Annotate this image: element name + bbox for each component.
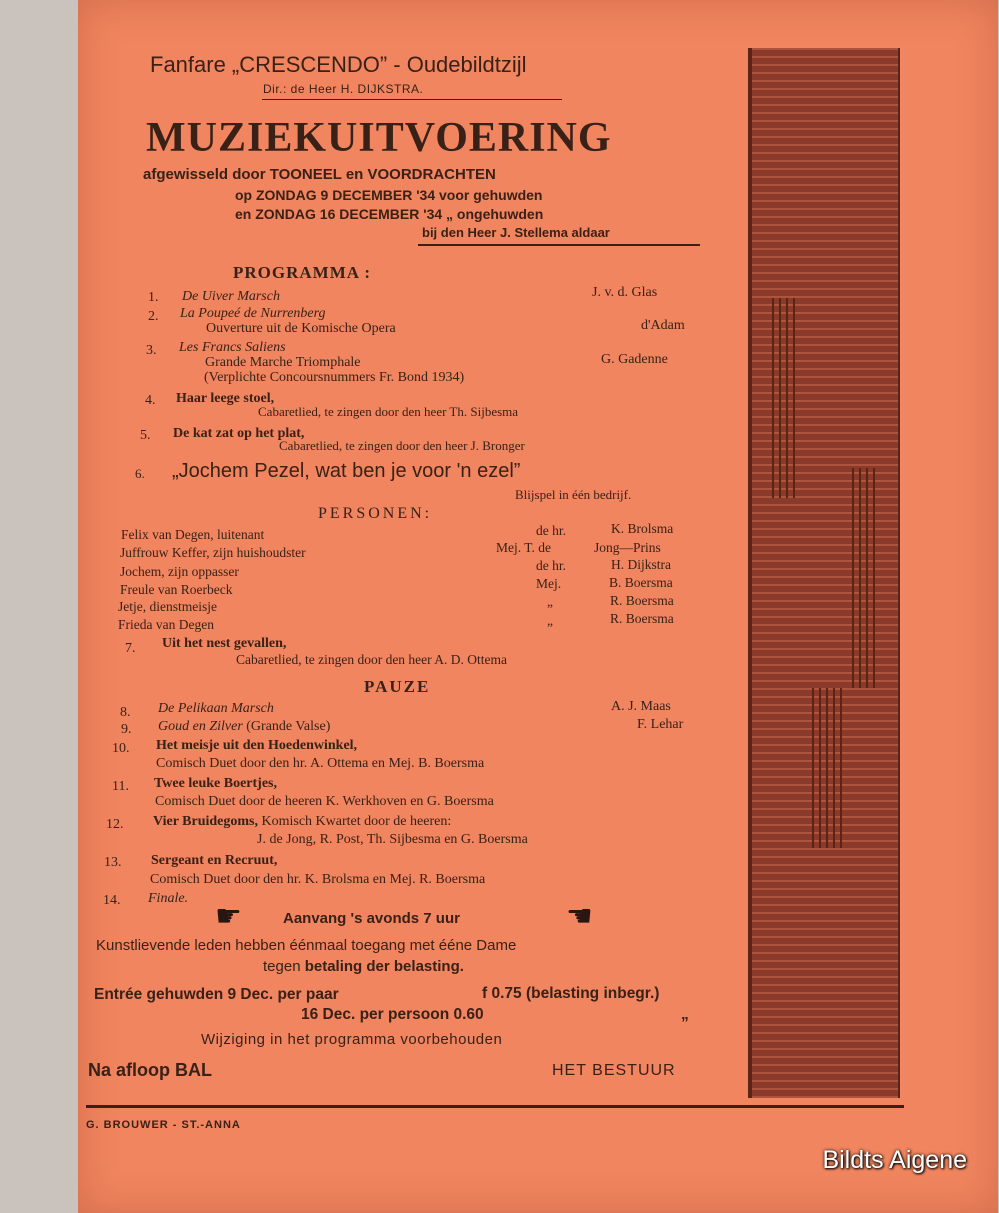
- member-notice-2: [263, 958, 464, 975]
- item-number: 10.: [112, 741, 130, 756]
- cast-role: Jetje, dienstmeisje: [118, 599, 217, 614]
- stripe-pattern: [852, 468, 878, 688]
- item-number: 12.: [106, 817, 124, 832]
- cast-prefix: Mej.: [536, 576, 562, 591]
- item-title: Twee leuke Boertjes,: [154, 776, 277, 791]
- item-credit: J. v. d. Glas: [592, 285, 658, 300]
- entree-line-2: 16 Dec. per persoon 0.60: [301, 1006, 484, 1023]
- item-title: Sergeant en Recruut,: [151, 853, 278, 868]
- item-number: 4.: [145, 393, 156, 408]
- item-title: La Poupeé de Nurrenberg: [180, 306, 326, 321]
- printer-credit: G. BROUWER - ST.-ANNA: [86, 1119, 241, 1131]
- date-line-2: en ZONDAG 16 DECEMBER '34 „ ongehuwden: [235, 206, 544, 222]
- signature-bestuur: HET BESTUUR: [552, 1062, 676, 1079]
- stripe-pattern: [812, 688, 842, 848]
- item-title-extra: (Grande Valse): [246, 719, 331, 734]
- item-number: 6.: [135, 466, 145, 481]
- entree-ditto: „: [681, 1006, 689, 1023]
- item-subtitle: Cabaretlied, te zingen door den heer Th. Sijbesma: [258, 404, 519, 419]
- cast-prefix: „: [547, 594, 553, 609]
- item-title: Vier Bruidegoms,: [153, 814, 258, 829]
- programma-heading: PROGRAMMA :: [233, 263, 372, 282]
- item-title: Les Francs Saliens: [179, 340, 286, 355]
- item-subtitle: Grande Marche Triomphale: [205, 355, 361, 370]
- cast-role: Juffrouw Keffer, zijn huishoudster: [120, 545, 306, 560]
- personen-heading: PERSONEN:: [318, 505, 433, 522]
- entree-price-1: f 0.75 (belasting inbegr.): [482, 985, 660, 1002]
- cast-prefix: Mej. T. de: [496, 540, 551, 555]
- decorative-border-panel: [748, 48, 900, 1098]
- item-number: 11.: [112, 779, 129, 794]
- cast-prefix: „: [547, 613, 553, 628]
- pointing-hand-icon: ☛: [215, 900, 242, 933]
- divider: [262, 99, 562, 100]
- item-title: Uit het nest gevallen,: [162, 636, 287, 651]
- bal-notice: Na afloop BAL: [88, 1060, 212, 1080]
- item-subtitle: J. de Jong, R. Post, Th. Sijbesma en G. Boersma: [257, 832, 528, 847]
- item-title: Finale.: [148, 891, 189, 906]
- item-number: 13.: [104, 855, 122, 870]
- item-credit: F. Lehar: [637, 717, 684, 732]
- item-number: 7.: [125, 641, 136, 656]
- item-title: Goud en Zilver: [158, 719, 243, 734]
- pointing-hand-icon: ☛: [566, 900, 593, 933]
- cast-prefix: de hr.: [536, 558, 566, 573]
- page-title: MUZIEKUITVOERING: [146, 115, 612, 161]
- cast-role: Felix van Degen, luitenant: [121, 527, 265, 542]
- member-notice: Kunstlievende leden hebben éénmaal toegang met ééne Dame: [96, 937, 517, 954]
- item-number: 9.: [121, 722, 132, 737]
- item-subtitle: Ouverture uit de Komische Opera: [206, 321, 396, 336]
- item-subtitle: Comisch Duet door den hr. A. Ottema en Mej. B. Boersma: [156, 756, 485, 771]
- cast-actor: K. Brolsma: [611, 521, 674, 536]
- cast-role: Frieda van Degen: [118, 617, 214, 632]
- item-subtitle: Cabaretlied, te zingen door den heer A. D. Ottema: [236, 652, 508, 667]
- item-number: 14.: [103, 893, 121, 908]
- change-notice: Wijziging in het programma voorbehouden: [201, 1031, 503, 1048]
- cast-actor: R. Boersma: [610, 611, 674, 626]
- cast-role: Jochem, zijn oppasser: [120, 564, 239, 579]
- item-title: De Pelikaan Marsch: [158, 701, 274, 716]
- cast-actor: Jong—Prins: [594, 540, 661, 555]
- pauze-heading: PAUZE: [364, 677, 431, 696]
- item-subtitle: Cabaretlied, te zingen door den heer J. Bronger: [279, 438, 525, 453]
- item-title: De Uiver Marsch: [182, 289, 280, 304]
- item-title: „Jochem Pezel, wat ben je voor 'n ezel”: [172, 460, 521, 482]
- cast-actor: H. Dijkstra: [611, 557, 671, 572]
- stripe-pattern: [772, 298, 798, 498]
- divider: [418, 244, 700, 246]
- item-number: 2.: [148, 309, 159, 324]
- item-subtitle: (Verplichte Concoursnummers Fr. Bond 1934): [204, 370, 465, 385]
- venue-line: bij den Heer J. Stellema aldaar: [422, 225, 610, 240]
- band-name: Fanfare „CRESCENDO” - Oudebildtzijl: [150, 52, 527, 77]
- item-title-row: [153, 814, 451, 830]
- item-title: De kat zat op het plat,: [173, 426, 305, 441]
- item-credit: d'Adam: [641, 318, 685, 333]
- item-subtitle: Blijspel in één bedrijf.: [515, 487, 632, 502]
- member-notice-text: tegen: [263, 958, 301, 975]
- item-number: 1.: [148, 290, 159, 305]
- aanvang-line: Aanvang 's avonds 7 uur: [283, 910, 460, 927]
- item-subtitle: Comisch Duet door de heeren K. Werkhoven en G. Boersma: [155, 794, 494, 809]
- cast-actor: B. Boersma: [609, 575, 673, 590]
- director-line: Dir.: de Heer H. DIJKSTRA.: [263, 82, 424, 96]
- item-title-extra: Komisch Kwartet door de heeren:: [261, 814, 452, 829]
- item-number: 8.: [120, 705, 131, 720]
- watermark: Bildts Aigene: [822, 1146, 967, 1174]
- bottom-rule: [86, 1105, 904, 1108]
- item-number: 3.: [146, 343, 157, 358]
- cast-role: Freule van Roerbeck: [120, 582, 233, 597]
- cast-prefix: de hr.: [536, 523, 566, 538]
- item-credit: G. Gadenne: [601, 352, 668, 367]
- item-title: Het meisje uit den Hoedenwinkel,: [156, 738, 358, 753]
- item-credit: A. J. Maas: [611, 699, 671, 714]
- item-title: Haar leege stoel,: [176, 391, 275, 406]
- date-line-1: op ZONDAG 9 DECEMBER '34 voor gehuwden: [235, 187, 543, 203]
- cast-actor: R. Boersma: [610, 593, 674, 608]
- entree-line-1: Entrée gehuwden 9 Dec. per paar: [94, 986, 339, 1003]
- member-notice-emphasis: betaling der belasting.: [304, 958, 464, 975]
- item-number: 5.: [140, 428, 151, 443]
- subtitle: afgewisseld door TOONEEL en VOORDRACHTEN: [143, 166, 496, 183]
- item-subtitle: Comisch Duet door den hr. K. Brolsma en Mej. R. Boersma: [150, 872, 486, 887]
- item-title-row: [158, 719, 330, 735]
